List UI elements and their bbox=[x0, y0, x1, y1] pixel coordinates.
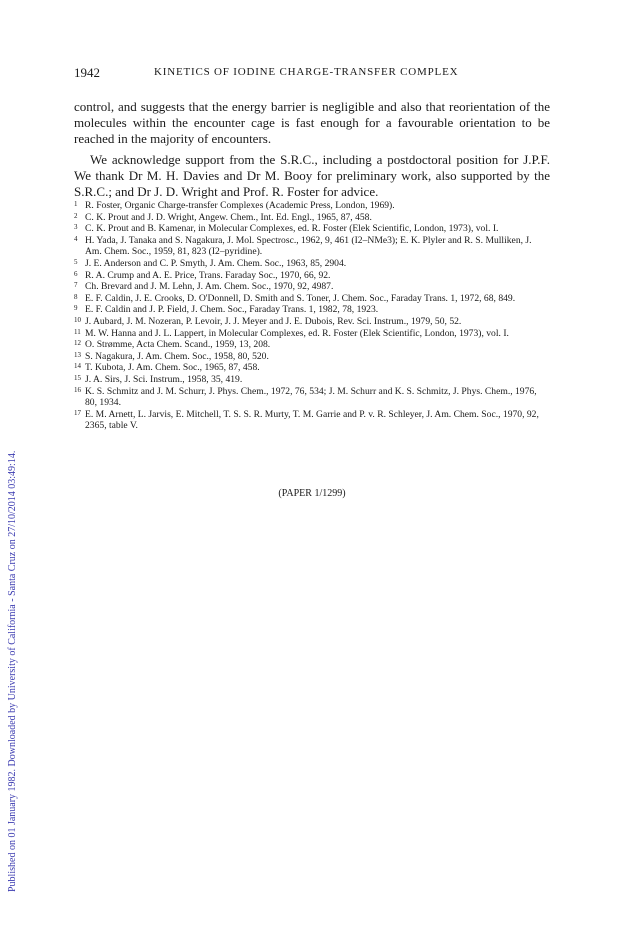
reference-number: 8 bbox=[74, 292, 78, 301]
reference-item bbox=[74, 304, 550, 316]
reference-item bbox=[74, 223, 550, 235]
reference-number: 6 bbox=[74, 269, 78, 278]
reference-item bbox=[74, 212, 550, 224]
reference-item bbox=[74, 409, 550, 432]
acknowledgement-paragraph: We acknowledge support from the S.R.C., including a postdoctoral position for J.P.F. We thank Dr M. H. Davies and Dr M. Booy for preliminary work, also supported by the S.R.C.; and Dr J. D. Wright and Prof. R. Foster for advice. bbox=[74, 152, 550, 199]
reference-text: E. F. Caldin and J. P. Field, J. Chem. Soc., Faraday Trans. 1, 1982, 78, 1923. bbox=[85, 304, 379, 316]
reference-item bbox=[74, 316, 550, 328]
reference-item bbox=[74, 328, 550, 340]
reference-text: K. S. Schmitz and J. M. Schurr, J. Phys. Chem., 1972, 76, 534; J. M. Schurr and K. S. Schmitz, J. Phys. Chem., 1976, 80, 1934. bbox=[85, 385, 537, 409]
reference-number: 13 bbox=[74, 350, 81, 359]
reference-number: 14 bbox=[74, 362, 81, 371]
reference-item bbox=[74, 374, 550, 386]
reference-text: E. M. Arnett, L. Jarvis, E. Mitchell, T. S. S. R. Murty, T. M. Garrie and P. v. R. Schleyer, J. Am. Chem. Soc., 1970, 92, 2365, table V. bbox=[85, 408, 539, 432]
page-header bbox=[74, 65, 550, 83]
reference-item bbox=[74, 362, 550, 374]
reference-text: M. W. Hanna and J. L. Lappert, in Molecular Complexes, ed. R. Foster (Elek Scientific, London, 1973), vol. I. bbox=[85, 327, 509, 339]
reference-item bbox=[74, 281, 550, 293]
reference-number: 5 bbox=[74, 257, 78, 266]
body-paragraph-1: control, and suggests that the energy barrier is negligible and also that reorientation of the molecules within the encounter cage is fast enough for a favourable orientation to be reached in the majority of encounters. bbox=[74, 99, 550, 146]
reference-item bbox=[74, 200, 550, 212]
reference-text: H. Yada, J. Tanaka and S. Nagakura, J. Mol. Spectrosc., 1962, 9, 461 (I2–NMe3); E. K. Plyler and R. S. Mulliken, J. Am. Chem. Soc., 1959, 81, 823 (I2–pyridine). bbox=[85, 234, 532, 258]
reference-number: 3 bbox=[74, 223, 78, 232]
reference-item bbox=[74, 386, 550, 409]
reference-text: S. Nagakura, J. Am. Chem. Soc., 1958, 80, 520. bbox=[85, 350, 269, 362]
download-stamp bbox=[0, 0, 18, 936]
reference-number: 16 bbox=[74, 385, 81, 394]
reference-item bbox=[74, 270, 550, 282]
reference-item bbox=[74, 293, 550, 305]
reference-text: R. A. Crump and A. E. Price, Trans. Faraday Soc., 1970, 66, 92. bbox=[85, 269, 331, 281]
running-title: KINETICS OF IODINE CHARGE-TRANSFER COMPLEX bbox=[154, 66, 459, 78]
reference-number: 1 bbox=[74, 200, 78, 208]
reference-number: 15 bbox=[74, 373, 81, 382]
download-stamp-text: Published on 01 January 1982. Downloaded by University of California - Santa Cruz on 27/10/2014 03:49:14. bbox=[7, 450, 18, 892]
reference-number: 7 bbox=[74, 281, 78, 290]
reference-text: Ch. Brevard and J. M. Lehn, J. Am. Chem. Soc., 1970, 92, 4987. bbox=[85, 281, 334, 293]
reference-number: 12 bbox=[74, 339, 81, 348]
reference-number: 9 bbox=[74, 304, 78, 313]
reference-text: T. Kubota, J. Am. Chem. Soc., 1965, 87, 458. bbox=[85, 362, 260, 374]
reference-item bbox=[74, 258, 550, 270]
reference-text: J. A. Sirs, J. Sci. Instrum., 1958, 35, 419. bbox=[85, 373, 243, 385]
reference-text: E. F. Caldin, J. E. Crooks, D. O'Donnell, D. Smith and S. Toner, J. Chem. Soc., Faraday Trans. 1, 1972, 68, 849. bbox=[85, 292, 516, 304]
reference-text: R. Foster, Organic Charge-transfer Complexes (Academic Press, London, 1969). bbox=[85, 200, 395, 211]
reference-item bbox=[74, 339, 550, 351]
reference-text: C. K. Prout and J. D. Wright, Angew. Chem., Int. Ed. Engl., 1965, 87, 458. bbox=[85, 211, 372, 223]
reference-text: J. Aubard, J. M. Nozeran, P. Levoir, J. J. Meyer and J. E. Dubois, Rev. Sci. Instrum., 1979, 50, 52. bbox=[85, 315, 462, 327]
reference-item bbox=[74, 351, 550, 363]
reference-number: 10 bbox=[74, 315, 81, 324]
reference-number: 4 bbox=[74, 234, 78, 243]
reference-text: C. K. Prout and B. Kamenar, in Molecular Complexes, ed. R. Foster (Elek Scientific, London, 1973), vol. I. bbox=[85, 223, 499, 235]
reference-text: O. Strømme, Acta Chem. Scand., 1959, 13, 208. bbox=[85, 339, 271, 351]
reference-item bbox=[74, 235, 550, 258]
reference-number: 2 bbox=[74, 211, 78, 220]
reference-number: 17 bbox=[74, 408, 81, 417]
reference-number: 11 bbox=[74, 327, 81, 336]
reference-text: J. E. Anderson and C. P. Smyth, J. Am. Chem. Soc., 1963, 85, 2904. bbox=[85, 257, 347, 269]
page-number: 1942 bbox=[74, 65, 100, 80]
paper-identifier: (PAPER 1/1299) bbox=[278, 488, 346, 499]
references-list bbox=[74, 200, 550, 432]
